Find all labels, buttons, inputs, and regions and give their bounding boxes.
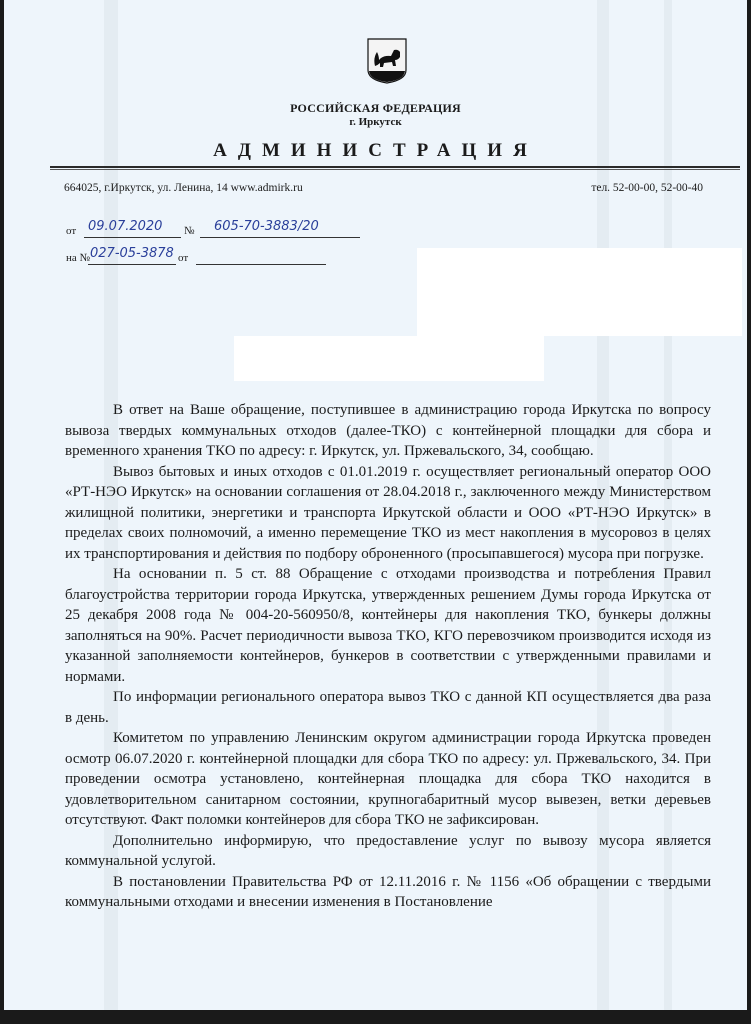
reply-from-label: от — [178, 252, 189, 264]
redacted-recipient — [234, 336, 544, 381]
from-label: от — [66, 225, 77, 237]
country-name: РОССИЙСКАЯ ФЕДЕРАЦИЯ — [290, 101, 461, 115]
reply-number: 027-05-3878 — [90, 246, 174, 261]
number-underline — [200, 237, 360, 238]
body-paragraph: Комитетом по управлению Ленинским округом администрации города Иркутска проведен осмотр 06.07.2020 г. контейнерной площадки для сбора ТКО по адресу: ул. Пржевальского, 34. При проведении осмотра установлено, контейнерная площадка для сбора ТКО находится в удовлетворительном санитарном состоянии, крупногабаритный мусор вывезен, ветки деревьев отсутствуют. Факт поломки контейнеров для сбора ТКО не зафиксирован. — [65, 730, 711, 828]
number-label: № — [184, 225, 195, 237]
body-paragraph: По информации регионального оператора вывоз ТКО с данной КП осуществляется два раза в день. — [65, 689, 711, 726]
redacted-recipient — [417, 248, 742, 336]
organization-title: АДМИНИСТРАЦИЯ — [213, 140, 538, 161]
letter-body — [65, 400, 711, 913]
outgoing-number: 605-70-3883/20 — [214, 219, 319, 234]
reply-date-underline — [196, 264, 326, 265]
letterhead-phone: тел. 52-00-00, 52-00-40 — [591, 182, 703, 194]
body-paragraph: В ответ на Ваше обращение, поступившее в администрацию города Иркутска по вопросу вывоза твердых коммунальных отходов (далее-ТКО) с контейнерной площадки для сбора и временного хранения ТКО по адресу: г. Иркутск, ул. Пржевальского, 34, сообщаю. — [65, 402, 711, 459]
reply-number-label: на № — [66, 252, 91, 264]
letterhead-address: 664025, г.Иркутск, ул. Ленина, 14 www.admirk.ru — [64, 182, 303, 194]
body-paragraph: Дополнительно информирую, что предоставление услуг по вывозу мусора является коммунальной услугой. — [65, 832, 711, 869]
body-paragraph: Вывоз бытовых и иных отходов с 01.01.2019 г. осуществляет региональный оператор ООО «РТ-НЭО Иркутск» на основании соглашения от 28.04.2018 г., заключенного между Министерством жилищной политики, энергетики и транспорта Иркутской области и ООО «РТ-НЭО Иркутск» в пределах своих полномочий, а именно перемещение ТКО из мест накопления в мусоровоз в целях их транспортирования и действия по подбору оброненного (просыпавшегося) мусора при погрузке. — [65, 463, 711, 562]
coat-of-arms-emblem — [367, 38, 407, 84]
body-paragraph: В постановлении Правительства РФ от 12.11.2016 г. № 1156 «Об обращении с твердыми коммунальными отходами и внесении изменения в Постановление — [65, 873, 711, 910]
header-rule — [50, 166, 740, 168]
body-paragraph: На основании п. 5 ст. 88 Обращение с отходами производства и потребления Правил благоустройства территории города Иркутска, утвержденных решением Думы города Иркутска от 25 декабря 2008 года № 004-20-560950/8, контейнеры для накопления ТКО, бункеры должны заполняться на 90%. Расчет периодичности вывоза ТКО, КГО перевозчиком производится исходя из указанной заполняемости контейнеров, бункеров в соответствии с утвержденными правилами и нормами. — [65, 566, 711, 685]
date-underline — [84, 237, 181, 238]
letter-page — [4, 0, 747, 1010]
header-rule-thin — [50, 169, 740, 170]
city-name: г. Иркутск — [349, 116, 402, 128]
outgoing-date: 09.07.2020 — [88, 219, 163, 234]
reply-number-underline — [88, 264, 176, 265]
